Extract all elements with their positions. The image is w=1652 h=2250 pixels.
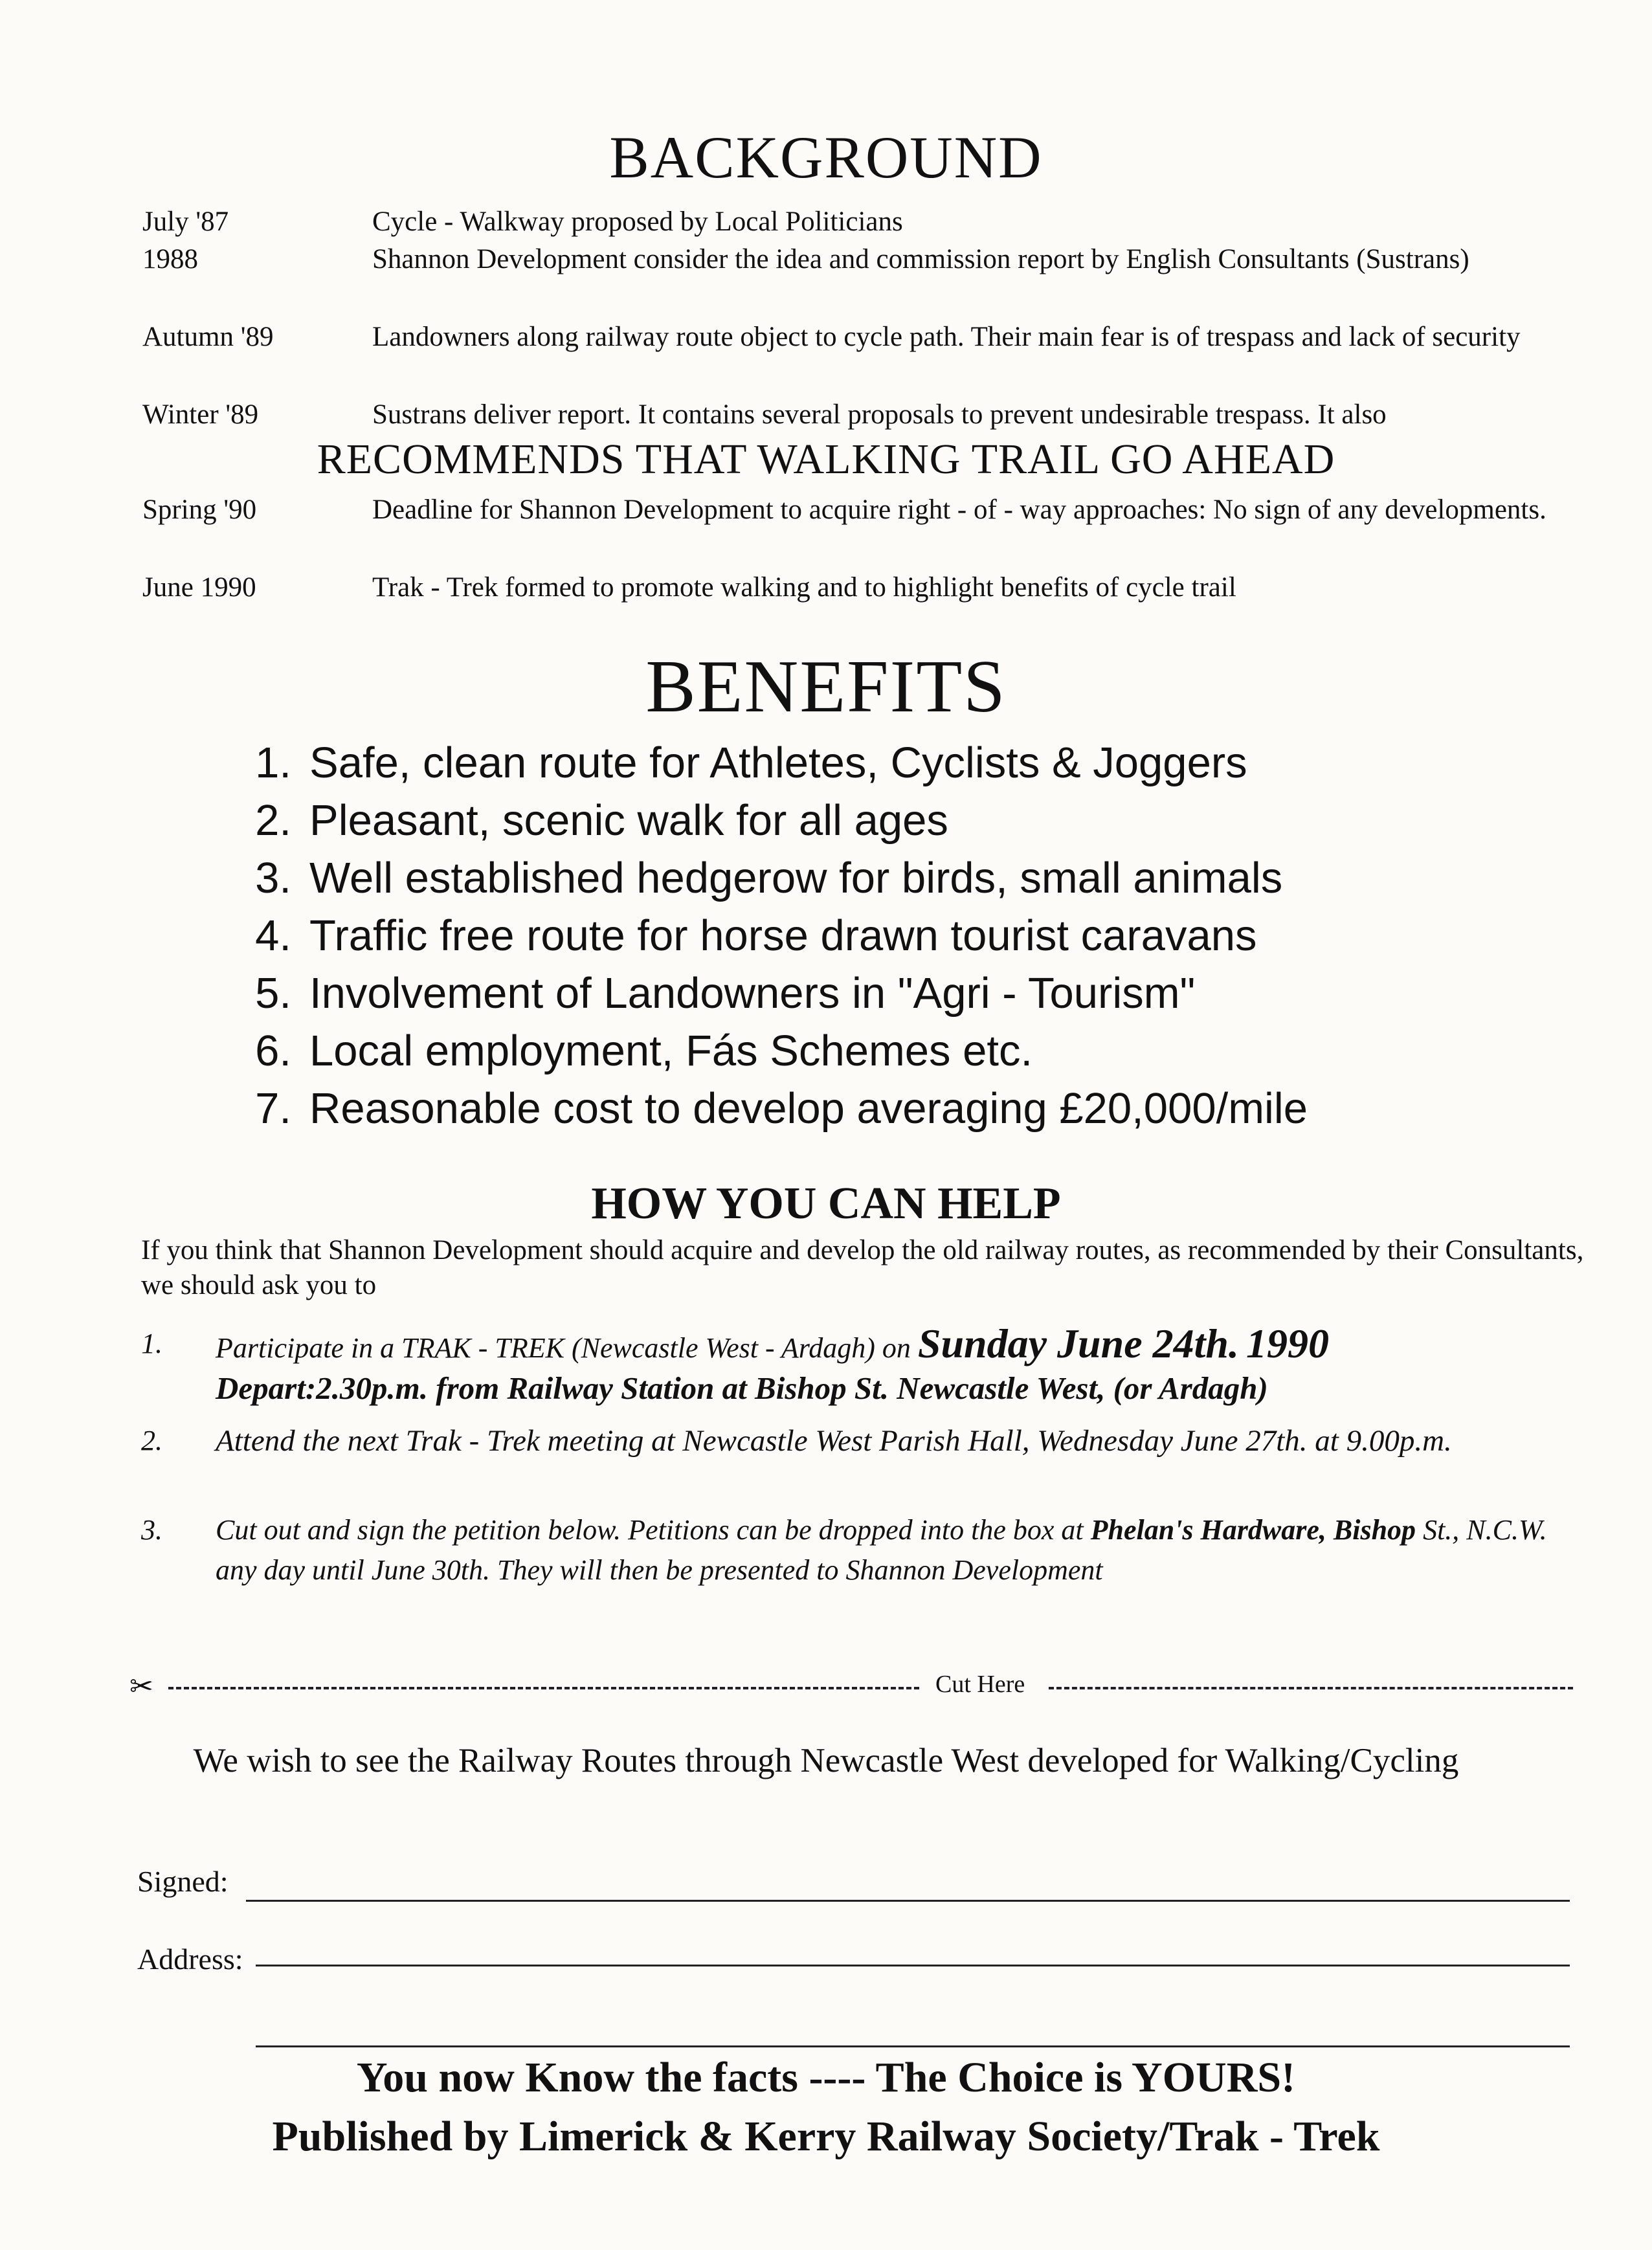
benefit-item <box>214 1084 1308 1133</box>
benefit-item <box>214 968 1195 1018</box>
benefit-text: Involvement of Landowners in "Agri - Tourism" <box>309 969 1196 1018</box>
signature-line[interactable] <box>246 1900 1570 1902</box>
benefit-item <box>214 738 1247 788</box>
timeline-date: Autumn '89 <box>142 322 274 352</box>
background-heading: BACKGROUND <box>609 124 1043 190</box>
address-line[interactable] <box>256 1965 1570 1966</box>
trek-year: 1990 <box>1246 1320 1330 1366</box>
benefit-item <box>214 796 948 845</box>
benefit-text: Safe, clean route for Athletes, Cyclists & Joggers <box>309 739 1247 787</box>
trek-invite-text: Participate in a TRAK - TREK (Newcastle West - Ardagh) on <box>216 1332 911 1364</box>
help-item-text: Attend the next Trak - Trek meeting at Newcastle West Parish Hall, Wednesday June 27th. at 9.00p.m. <box>216 1424 1452 1458</box>
address-line-2[interactable] <box>256 2045 1570 2047</box>
help-heading: HOW YOU CAN HELP <box>591 1179 1061 1229</box>
address-label: Address: <box>137 1943 243 1976</box>
timeline-text: Trak - Trek formed to promote walking and to highlight benefits of cycle trail <box>372 572 1236 603</box>
cut-here-label: Cut Here <box>935 1671 1025 1698</box>
scissors-icon: ✂ <box>129 1671 153 1702</box>
benefits-heading: BENEFITS <box>645 645 1007 728</box>
help-intro: If you think that Shannon Development should acquire and develop the old railway routes, as recommended by their Consultants, we should ask you to <box>141 1235 1584 1300</box>
footer-choice: You now Know the facts ---- The Choice is YOURS! <box>356 2054 1296 2101</box>
signed-label: Signed: <box>137 1865 229 1898</box>
help-item-number: 3. <box>141 1514 162 1546</box>
benefit-number: 6. <box>255 1027 291 1075</box>
cut-dashes-left <box>168 1687 919 1689</box>
benefit-number: 1. <box>255 739 291 787</box>
benefit-text: Local employment, Fás Schemes etc. <box>309 1027 1033 1075</box>
benefit-number: 7. <box>255 1084 291 1133</box>
help-item-text <box>216 1510 1594 1590</box>
benefit-item <box>214 911 1256 961</box>
benefit-item <box>214 1026 1032 1076</box>
benefit-number: 5. <box>255 969 291 1018</box>
timeline-text: Landowners along railway route object to cycle path. Their main fear is of trespass and lack of security <box>372 322 1521 352</box>
benefit-text: Traffic free route for horse drawn tourist caravans <box>309 911 1257 960</box>
cut-here-line <box>129 1670 1579 1702</box>
benefit-number: 2. <box>255 796 291 845</box>
timeline-date: July '87 <box>142 206 229 237</box>
help-item-text <box>216 1320 1594 1409</box>
cut-dashes-right <box>1049 1687 1573 1689</box>
timeline-text: Shannon Development consider the idea and commission report by English Consultants (Sustrans) <box>372 244 1469 274</box>
trek-date: Sunday June 24th. <box>917 1320 1240 1366</box>
petition-statement: We wish to see the Railway Routes through Newcastle West developed for Walking/Cycling <box>193 1742 1459 1779</box>
petition-deadline: St., N.C.W. any day until June 30th. They will then be presented to Shannon Development <box>216 1514 1547 1586</box>
timeline-date: June 1990 <box>142 572 256 603</box>
help-item-number: 1. <box>141 1328 162 1359</box>
timeline-date: Winter '89 <box>142 399 259 430</box>
footer-publisher: Published by Limerick & Kerry Railway Society/Trak - Trek <box>272 2113 1380 2160</box>
benefit-number: 4. <box>255 911 291 960</box>
benefit-number: 3. <box>255 854 291 902</box>
timeline-text: Sustrans deliver report. It contains several proposals to prevent undesirable trespass. It also <box>372 399 1387 430</box>
benefit-item <box>214 853 1282 903</box>
petition-instructions: Cut out and sign the petition below. Petitions can be dropped into the box at <box>216 1514 1084 1546</box>
benefit-text: Reasonable cost to develop averaging £20,000/mile <box>309 1084 1308 1133</box>
timeline-date: Spring '90 <box>142 495 257 525</box>
timeline-text: Cycle - Walkway proposed by Local Politicians <box>372 206 903 237</box>
benefit-text: Well established hedgerow for birds, small animals <box>309 854 1283 902</box>
recommendation-heading: RECOMMENDS THAT WALKING TRAIL GO AHEAD <box>317 436 1335 483</box>
drop-off-location: Phelan's Hardware, Bishop <box>1090 1514 1416 1546</box>
timeline-date: 1988 <box>142 244 198 274</box>
timeline-text: Deadline for Shannon Development to acquire right - of - way approaches: No sign of any developments. <box>372 495 1546 525</box>
help-item-number: 2. <box>141 1425 162 1456</box>
benefit-text: Pleasant, scenic walk for all ages <box>309 796 948 845</box>
trek-depart: Depart:2.30p.m. from Railway Station at Bishop St. Newcastle West, (or Ardagh) <box>216 1370 1268 1406</box>
